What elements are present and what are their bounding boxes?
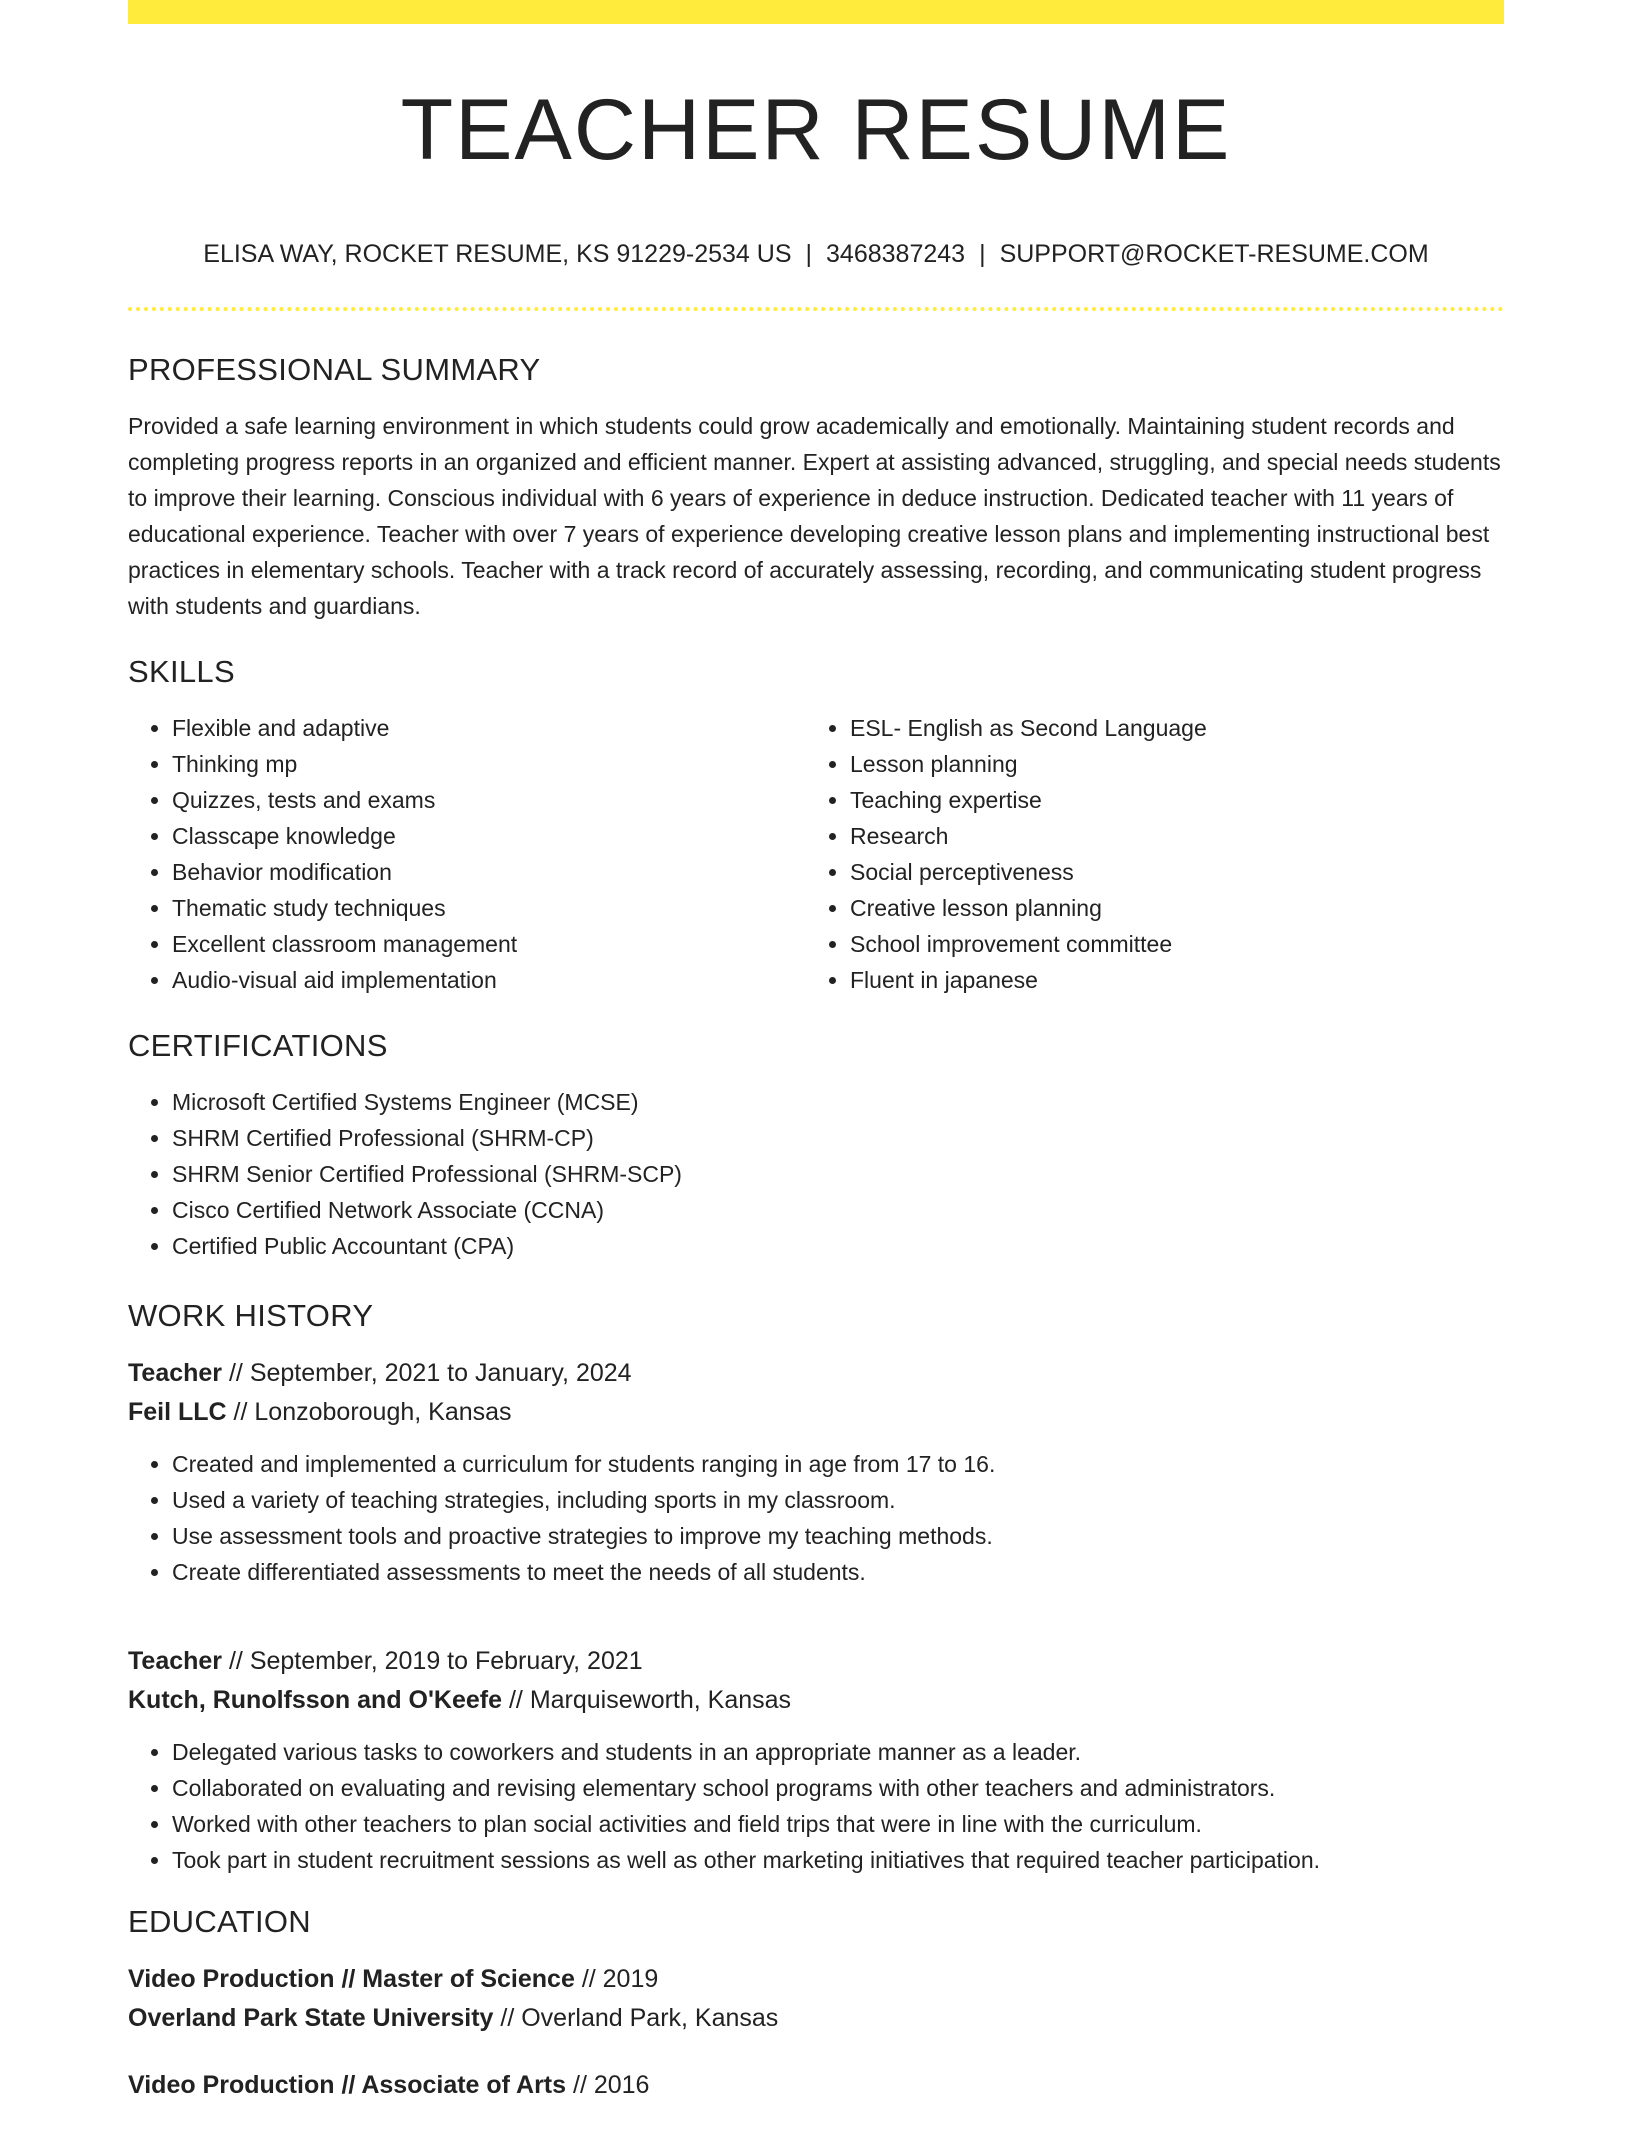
- skill-item: • Flexible and adaptive: [172, 710, 806, 746]
- job-entry: [128, 1642, 1504, 1878]
- skill-item: • Audio-visual aid implementation: [172, 962, 806, 998]
- job-company-line: [128, 1393, 1504, 1432]
- summary-text: Provided a safe learning environment in which students could grow academically and emotionally. Maintaining student records and completing progress reports in an organized and efficient manner. Expert at assisting advanced, struggling, and special needs students to improve their learning. Conscious individual with 6 years of experience in deduce instruction. Dedicated teacher with 11 years of educational experience. Teacher with over 7 years of experience developing creative lesson plans and implementing instructional best practices in elementary schools. Teacher with a track record of accurately assessing, recording, and communicating student progress with students and guardians.: [128, 413, 1501, 619]
- skill-item: • Thematic study techniques: [172, 890, 806, 926]
- contact-separator: |: [979, 240, 986, 268]
- skill-item: • Classcape knowledge: [172, 818, 806, 854]
- job-title: Teacher: [128, 1359, 223, 1387]
- job-duties-list: [128, 1446, 1504, 1590]
- certification-item: • SHRM Certified Professional (SHRM-CP): [172, 1120, 1504, 1156]
- top-accent-bar: [128, 0, 1504, 24]
- job-duty: • Create differentiated assessments to meet the needs of all students.: [172, 1554, 1504, 1590]
- job-duty: • Collaborated on evaluating and revising elementary school programs with other teachers and administrators.: [172, 1770, 1504, 1806]
- job-location: // Lonzoborough, Kansas: [226, 1398, 512, 1426]
- work-history-heading: WORK HISTORY: [128, 1298, 374, 1333]
- certification-item: • Cisco Certified Network Associate (CCNA): [172, 1192, 1504, 1228]
- job-duty: • Use assessment tools and proactive strategies to improve my teaching methods.: [172, 1518, 1504, 1554]
- contact-email: SUPPORT@ROCKET-RESUME.COM: [999, 240, 1429, 268]
- education-degree-line: [128, 1960, 1504, 1999]
- skills-list-right: [806, 710, 1484, 998]
- resume-page: [128, 0, 1504, 2112]
- job-company-line: [128, 1681, 1504, 1720]
- job-duties-list: [128, 1734, 1504, 1878]
- work-history-section: [128, 1296, 1504, 1878]
- education-location: // Overland Park, Kansas: [493, 2004, 779, 2032]
- skill-item: • Creative lesson planning: [850, 890, 1484, 926]
- education-section: [128, 1902, 1504, 2105]
- job-duty: • Created and implemented a curriculum for students ranging in age from 17 to 16.: [172, 1446, 1504, 1482]
- education-degree: Video Production // Associate of Arts: [128, 2071, 567, 2099]
- education-entry: [128, 1960, 1504, 2038]
- job-company: Feil LLC: [128, 1398, 227, 1426]
- job-spacer: [128, 1614, 1504, 1642]
- certification-item: • Certified Public Accountant (CPA): [172, 1228, 1504, 1264]
- skills-column-left: [128, 710, 806, 998]
- contact-line: [128, 236, 1504, 272]
- education-degree-line: [128, 2066, 1504, 2105]
- job-duty: • Worked with other teachers to plan social activities and field trips that were in line with the curriculum.: [172, 1806, 1504, 1842]
- job-duty: • Took part in student recruitment sessions as well as other marketing initiatives that required teacher participation.: [172, 1842, 1504, 1878]
- skill-item: • Quizzes, tests and exams: [172, 782, 806, 818]
- certifications-heading: CERTIFICATIONS: [128, 1028, 388, 1063]
- job-duty: • Used a variety of teaching strategies, including sports in my classroom.: [172, 1482, 1504, 1518]
- summary-heading: PROFESSIONAL SUMMARY: [128, 352, 541, 387]
- skills-list-left: [128, 710, 806, 998]
- skills-section: [128, 652, 1504, 998]
- skills-grid: [128, 710, 1504, 998]
- education-heading: EDUCATION: [128, 1904, 311, 1939]
- job-company: Kutch, Runolfsson and O'Keefe: [128, 1686, 503, 1714]
- education-degree: Video Production // Master of Science: [128, 1965, 575, 1993]
- skill-item: • Social perceptiveness: [850, 854, 1484, 890]
- education-entry: [128, 2066, 1504, 2105]
- job-title-line: [128, 1354, 1504, 1393]
- certifications-list: [128, 1084, 1504, 1264]
- skill-item: • Fluent in japanese: [850, 962, 1484, 998]
- education-school-line: [128, 1999, 1504, 2038]
- skill-item: • Excellent classroom management: [172, 926, 806, 962]
- skill-item: • Lesson planning: [850, 746, 1484, 782]
- skill-item: • School improvement committee: [850, 926, 1484, 962]
- skill-item: • ESL- English as Second Language: [850, 710, 1484, 746]
- certification-item: • SHRM Senior Certified Professional (SHRM-SCP): [172, 1156, 1504, 1192]
- skill-item: • Teaching expertise: [850, 782, 1484, 818]
- page-title: TEACHER RESUME: [400, 82, 1232, 178]
- summary-section: [128, 350, 1504, 624]
- header-divider: [128, 307, 1504, 311]
- job-location: // Marquiseworth, Kansas: [502, 1686, 792, 1714]
- education-year: // 2016: [566, 2071, 650, 2099]
- education-year: // 2019: [574, 1965, 659, 1993]
- contact-separator: |: [805, 240, 813, 268]
- certification-item: • Microsoft Certified Systems Engineer (MCSE): [172, 1084, 1504, 1120]
- contact-address: ELISA WAY, ROCKET RESUME, KS 91229-2534 US: [203, 240, 792, 268]
- education-school: Overland Park State University: [128, 2004, 494, 2032]
- job-dates: // September, 2019 to February, 2021: [222, 1647, 643, 1675]
- skill-item: • Behavior modification: [172, 854, 806, 890]
- certifications-section: [128, 1026, 1504, 1264]
- skills-column-right: [806, 710, 1484, 998]
- skills-heading: SKILLS: [128, 654, 235, 689]
- job-title-line: [128, 1642, 1504, 1681]
- job-entry: [128, 1354, 1504, 1590]
- resume-content: [128, 350, 1504, 2133]
- job-dates: // September, 2021 to January, 2024: [222, 1359, 632, 1387]
- contact-phone: 3468387243: [826, 240, 966, 268]
- job-duty: • Delegated various tasks to coworkers and students in an appropriate manner as a leader.: [172, 1734, 1504, 1770]
- skill-item: • Research: [850, 818, 1484, 854]
- skill-item: • Thinking mp: [172, 746, 806, 782]
- job-title: Teacher: [128, 1647, 223, 1675]
